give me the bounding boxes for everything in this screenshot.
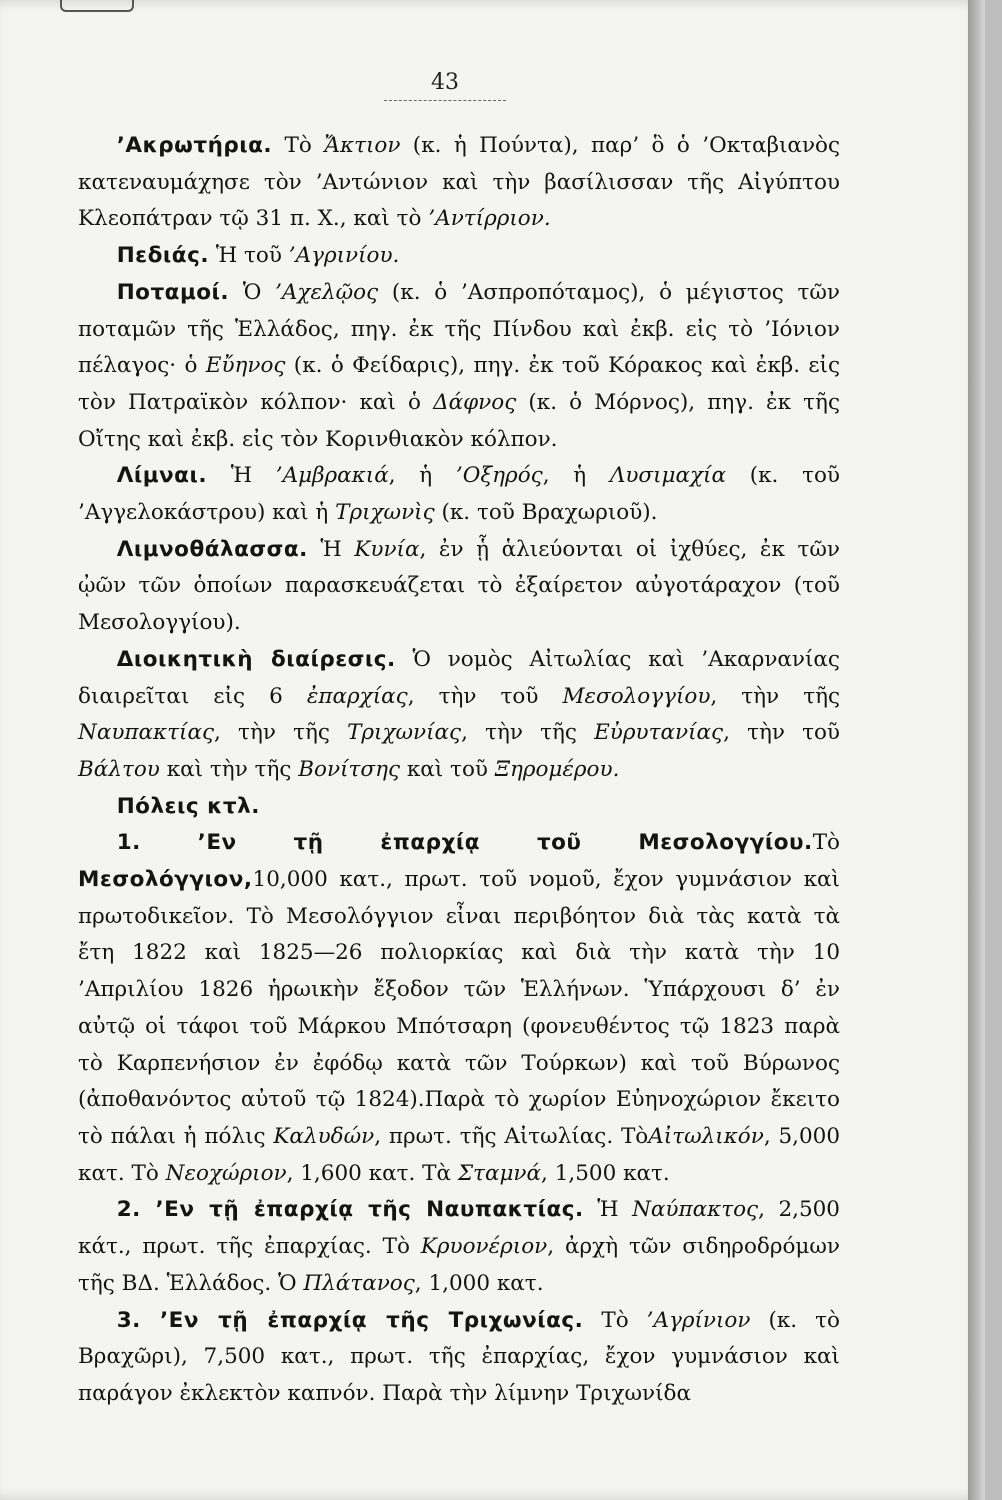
place-name: Δάφνος	[433, 389, 517, 415]
heading-section-1: 1. ’Εν τῇ ἐπαρχίᾳ τοῦ Μεσολογγίου.	[116, 830, 813, 856]
place-name: Καλυδών	[273, 1123, 375, 1149]
place-name: Σταμνά	[457, 1160, 542, 1186]
place-name: Τριχωνίας	[347, 720, 462, 746]
text: , τὴν τοῦ	[723, 720, 840, 746]
paragraph-potamoi	[78, 275, 840, 459]
text: (κ. ὁ ’Ασπροπόταμος), ὁ μέγιστος τῶν ποταμῶν τῆς Ἑλλάδος, πηγ. ἐκ τῆς Πίνδου καὶ ἐκβ. εἰς τὸ ’Ιόνιον πέλαγος· ὁ	[78, 279, 840, 379]
heading-limnothalassa: Λιμνοθάλασσα.	[116, 536, 308, 562]
text: καὶ τοῦ	[400, 756, 495, 782]
paragraph-section-1	[78, 825, 840, 1192]
text: (κ. τοῦ Βραχωριοῦ).	[434, 500, 658, 526]
place-name: Εὔηνος	[205, 353, 286, 379]
place-name: Τριχωνὶς	[335, 500, 435, 526]
paragraph-poleis	[78, 789, 840, 826]
heading-limnai: Λίμναι.	[116, 463, 207, 489]
paragraph-dioikitiki	[78, 642, 840, 789]
text: , πρωτ. τῆς Αἰτωλίας. Τὸ	[374, 1123, 649, 1149]
paragraph-section-2	[78, 1192, 840, 1302]
place-name: Πλάτανος	[303, 1270, 415, 1296]
page-number: 43	[431, 70, 459, 95]
text: , ἡ	[388, 463, 456, 489]
text: , τὴν τῆς	[214, 720, 348, 746]
text: Τὸ	[272, 133, 325, 158]
text: , τὴν τοῦ	[407, 683, 563, 709]
text: , 1,000 κατ.	[414, 1270, 544, 1296]
place-name: ’Οξηρός	[455, 463, 543, 489]
heading-potamoi: Ποταμοί.	[116, 279, 230, 305]
text: , ἀρχὴ τῶν σιδηροδρόμων τῆς ΒΔ. Ἑλλάδος. Ὁ	[78, 1234, 840, 1296]
place-name: Εὐρυτανίας	[594, 720, 724, 746]
paragraph-section-3	[78, 1303, 840, 1413]
text: (κ. ὁ Μόρνος), πηγ. ἐκ τῆς Οἴτης καὶ ἐκβ. εἰς τὸν Κορινθιακὸν κόλπον.	[78, 389, 840, 452]
text: (κ. τὸ Βραχῶρι), 7,500 κατ., πρωτ. τῆς ἐπαρχίας, ἔχον γυμνάσιον καὶ παράγον ἐκλεκτὸν καπνόν. Παρὰ τὴν λίμνην Τριχωνίδα	[78, 1307, 840, 1406]
heading-section-3: 3. ’Εν τῇ ἐπαρχίᾳ τῆς Τριχωνίας.	[116, 1307, 584, 1333]
text: Ἡ	[207, 463, 276, 489]
place-name: ’Αγρίνιον	[646, 1307, 751, 1333]
place-name: ’Αχελῷος	[275, 279, 379, 305]
text: Ὁ	[229, 279, 276, 305]
place-name: ’Αντίρριον.	[428, 206, 551, 232]
place-name: Αἰτωλικόν	[648, 1123, 764, 1149]
paragraph-akrotiria	[78, 128, 840, 238]
text: , 5,000 κατ. Τὸ	[78, 1123, 841, 1186]
text: , τὴν τῆς	[710, 683, 841, 709]
text: , ἡ	[542, 463, 610, 489]
text: , ἐν ᾗ ἁλιεύονται οἱ ἰχθύες, ἐκ τῶν ᾠῶν τῶν ὁποίων παρασκευάζεται τὸ ἐξαίρετον αὐγοτάραχον (τοῦ Μεσολογγίου).	[78, 536, 840, 636]
place-name: ’Αγρινίου.	[288, 243, 400, 269]
paragraph-limnothalassa	[78, 532, 840, 642]
place-name: Ξηρομέρου.	[494, 756, 620, 782]
text: Ὁ νομὸς Αἰτωλίας καὶ ’Ακαρνανίας διαιρεῖται εἰς 6	[78, 646, 840, 709]
place-name: ’Αμβρακιά	[275, 463, 389, 489]
paragraph-pedias	[78, 238, 840, 275]
text: καὶ τὴν τῆς	[159, 756, 299, 782]
place-name: Λυσιμαχία	[609, 463, 726, 489]
heading-pedias: Πεδιάς.	[116, 243, 209, 269]
text: , 1,600 κατ. Τὰ	[286, 1160, 458, 1186]
text: , τὴν τῆς	[461, 720, 595, 746]
page-tab-mark	[60, 0, 134, 12]
text: Ἡ	[307, 536, 355, 562]
text: Ἡ	[583, 1197, 633, 1223]
place-name: ἐπαρχίας	[306, 683, 408, 709]
city-name: Μεσολόγγιον,	[78, 867, 253, 893]
place-name: Ναύπακτος	[632, 1197, 759, 1223]
text: Τὸ	[583, 1307, 647, 1333]
page-edge-shadow	[968, 0, 985, 1500]
heading-section-2: 2. ’Εν τῇ ἐπαρχίᾳ τῆς Ναυπακτίας.	[116, 1197, 584, 1223]
heading-akrotiria: ’Ακρωτήρια.	[116, 133, 273, 158]
paragraph-limnai	[78, 458, 840, 531]
place-name: Βονίτσης	[298, 756, 400, 782]
page-text	[78, 128, 840, 1413]
header-rule	[384, 100, 506, 101]
text: (κ. ἡ Πούντα), παρ’ ὃ ὁ ’Οκταβιανὸς κατεναυμάχησε τὸν ’Αντώνιον καὶ τὴν βασίλισσαν τῆς Αἰγύπτου Κλεοπάτραν τῷ 31 π. Χ., καὶ τὸ	[78, 133, 840, 232]
place-name: Μεσολογγίου	[562, 683, 711, 709]
text: (κ. τοῦ ’Αγγελοκάστρου) καὶ ἡ	[78, 463, 840, 526]
text: , 1,500 κατ.	[541, 1160, 670, 1186]
place-name: Νεοχώριον	[165, 1160, 287, 1186]
place-name: Ἄκτιον	[324, 133, 401, 158]
place-name: Βάλτου	[78, 756, 160, 782]
heading-poleis: Πόλεις κτλ.	[116, 793, 260, 819]
place-name: Ναυπακτίας	[78, 720, 215, 746]
heading-dioikitiki: Διοικητικὴ διαίρεσις.	[116, 646, 396, 672]
text: 10,000 κατ., πρωτ. τοῦ νομοῦ, ἔχον γυμνάσιον καὶ πρωτοδικεῖον. Τὸ Μεσολόγγιον εἶναι περιβόητον διὰ τὰς κατὰ τὰ ἔτη 1822 καὶ 1825—26 πολιορκίας καὶ διὰ τὴν κατὰ τὴν 10 ’Απριλίου 1826 ἡρωικὴν ἔξοδον τῶν Ἑλλήνων. Ὑπάρχουσι δ’ ἐν αὐτῷ οἱ τάφοι τοῦ Μάρκου Μπότσαρη (φονευθέντος τῷ 1823 παρὰ τὸ Καρπενήσιον ἐν ἐφόδῳ κατὰ τῶν Τούρκων) καὶ τοῦ Βύρωνος (ἀποθανόντος αὐτοῦ τῷ 1824).Παρὰ τὸ χωρίον Εὐηνοχώριον ἔκειτο τὸ πάλαι ἡ πόλις	[78, 867, 840, 1149]
text: Τὸ	[812, 830, 840, 856]
text: (κ. ὁ Φείδαρις), πηγ. ἐκ τοῦ Κόρακος καὶ ἐκβ. εἰς τὸν Πατραϊκὸν κόλπον· καὶ ὁ	[78, 353, 840, 415]
text: , 2,500 κάτ., πρωτ. τῆς ἐπαρχίας. Τὸ	[78, 1197, 840, 1260]
text: Ἡ τοῦ	[208, 243, 289, 269]
place-name: Κυνία	[354, 536, 420, 562]
place-name: Κρυονέριον	[420, 1234, 548, 1260]
